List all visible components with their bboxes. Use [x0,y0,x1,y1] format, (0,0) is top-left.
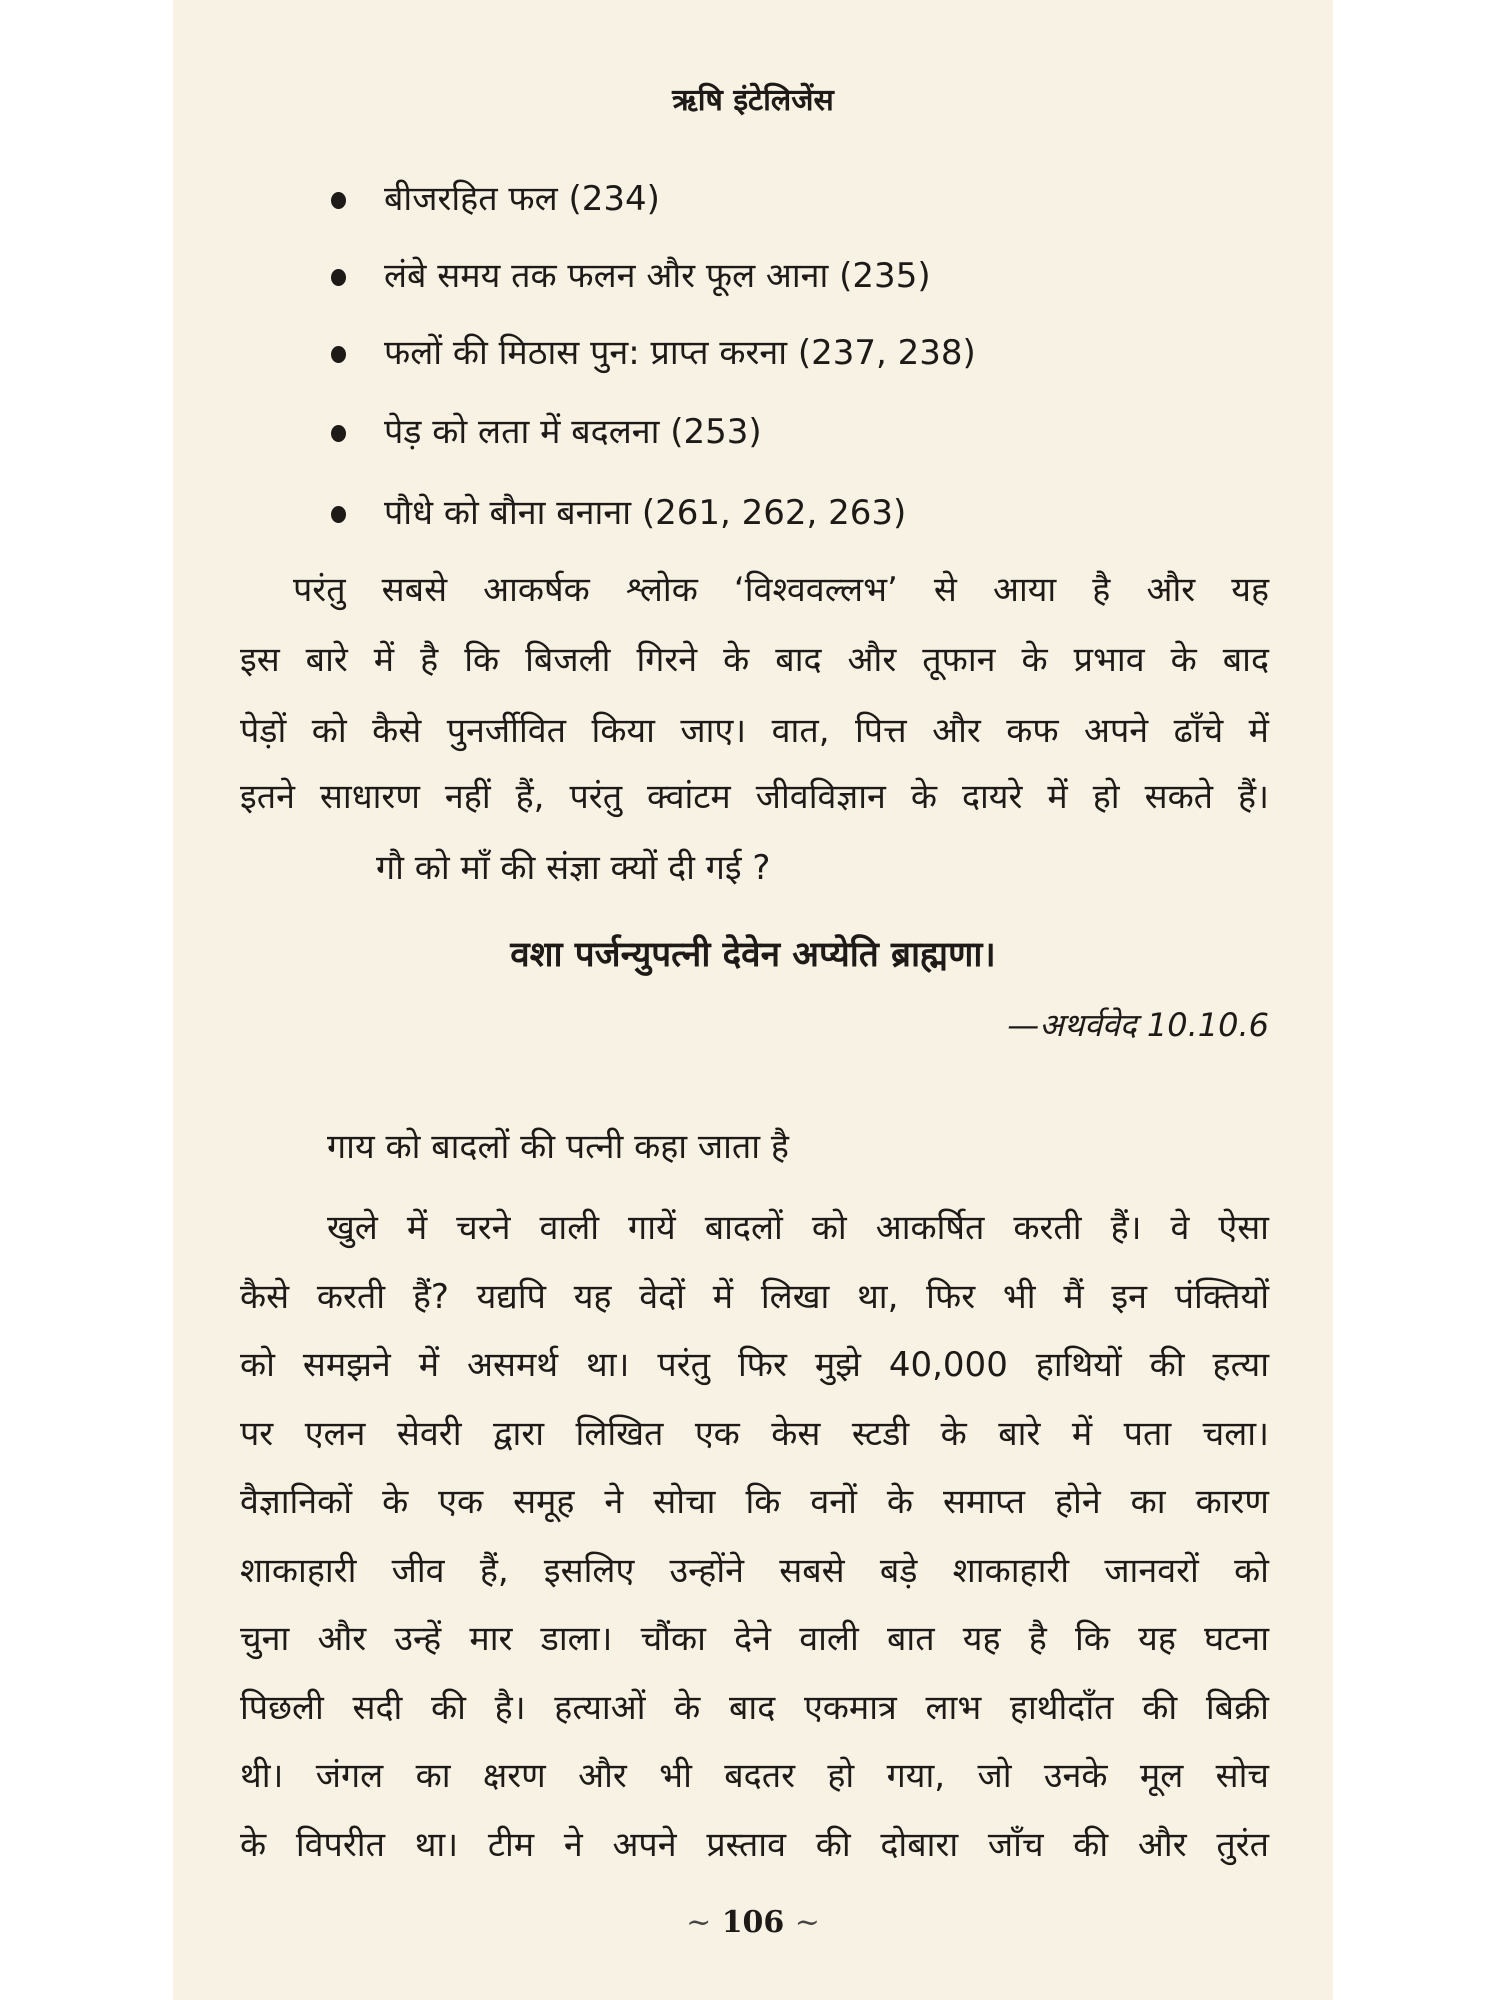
paragraph-line: परंतु सबसे आकर्षक श्लोक ‘विश्ववल्लभ’ से आया है और यह [293,570,1269,610]
paragraph-line: पिछली सदी की है। हत्याओं के बाद एकमात्र लाभ हाथीदाँत की बिक्री [240,1688,1269,1728]
bullet-icon [331,425,346,442]
running-header: ऋषि इंटेलिजेंस [672,83,834,118]
bullet-text: पेड़ को लता में बदलना (253) [384,412,762,452]
bullet-text: फलों की मिठास पुन: प्राप्त करना (237, 238) [384,333,976,373]
book-page [173,0,1333,2000]
question-heading: गौ को माँ की संज्ञा क्यों दी गई ? [376,848,771,888]
paragraph-line: शाकाहारी जीव हैं, इसलिए उन्होंने सबसे बड़े शाकाहारी जानवरों को [240,1551,1269,1591]
ornament-left: ~ [686,1905,712,1940]
paragraph-line: इतने साधारण नहीं हैं, परंतु क्वांटम जीवविज्ञान के दायरे में हो सकते हैं। [240,777,1269,817]
subheading: गाय को बादलों की पत्नी कहा जाता है [327,1127,789,1167]
paragraph-line: पेड़ों को कैसे पुनर्जीवित किया जाए। वात, पित्त और कफ अपने ढाँचे में [240,711,1269,751]
page-number [173,1905,1333,1940]
paragraph-line: कैसे करती हैं? यद्यपि यह वेदों में लिखा था, फिर भी मैं इन पंक्तियों [240,1277,1269,1317]
paragraph-line: थी। जंगल का क्षरण और भी बदतर हो गया, जो उनके मूल सोच [240,1756,1269,1796]
paragraph-line: को समझने में असमर्थ था। परंतु फिर मुझे 40,000 हाथियों की हत्या [240,1345,1269,1385]
bullet-text: बीजरहित फल (234) [384,179,660,219]
paragraph-line: वैज्ञानिकों के एक समूह ने सोचा कि वनों के समाप्त होने का कारण [240,1482,1269,1522]
paragraph-line: इस बारे में है कि बिजली गिरने के बाद और तूफान के प्रभाव के बाद [240,640,1269,680]
bullet-item [331,174,660,224]
bullet-item [331,407,762,457]
bullet-item [331,251,931,301]
bullet-icon [331,506,346,523]
bullet-icon [331,346,346,363]
paragraph-line: के विपरीत था। टीम ने अपने प्रस्ताव की दोबारा जाँच की और तुरंत [240,1825,1269,1865]
bullet-item [331,488,906,538]
sanskrit-verse: वशा पर्जन्युपत्नी देवेन अप्येति ब्राह्मणा। [510,935,996,975]
bullet-text: लंबे समय तक फलन और फूल आना (235) [384,256,931,296]
page-number-text: 106 [721,1905,785,1940]
paragraph-line: पर एलन सेवरी द्वारा लिखित एक केस स्टडी के बारे में पता चला। [240,1414,1269,1454]
bullet-icon [331,192,346,209]
bullet-text: पौधे को बौना बनाना (261, 262, 263) [384,493,907,533]
paragraph-line: चुना और उन्हें मार डाला। चौंका देने वाली बात यह है कि यह घटना [240,1619,1269,1659]
verse-citation: —अथर्ववेद 10.10.6 [1007,1006,1269,1044]
ornament-right: ~ [794,1905,820,1940]
bullet-icon [331,269,346,286]
paragraph-line: खुले में चरने वाली गायें बादलों को आकर्षित करती हैं। वे ऐसा [327,1208,1269,1248]
bullet-item [331,328,976,378]
